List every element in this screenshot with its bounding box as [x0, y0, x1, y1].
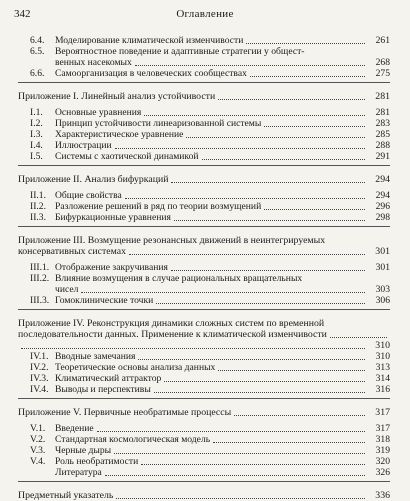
entry-page: 296: [375, 201, 390, 212]
section-divider: [18, 481, 390, 482]
toc-entry: [30, 212, 390, 223]
entry-title: Общие свойства: [55, 190, 122, 201]
entry-number: I.1.: [30, 107, 43, 118]
table-of-contents: [18, 35, 390, 501]
section-divider: [18, 82, 390, 83]
entry-number: V.3.: [30, 445, 46, 456]
section-divider: [18, 226, 390, 227]
entry-number: II.2.: [30, 201, 46, 212]
entry-title: Влияние возмущения в случае рациональных вращательных: [55, 273, 303, 284]
entry-title: Моделирование климатической изменчивости: [55, 35, 244, 46]
entry-title: Отображение закручивания: [55, 262, 168, 273]
entry-title: Теоретические основы анализа данных: [55, 362, 216, 373]
entry-page: 320: [375, 456, 390, 467]
leader-dots: [81, 292, 365, 293]
toc-entry: [30, 456, 390, 467]
toc-section-heading: [18, 318, 390, 351]
entry-number: I.5.: [30, 151, 43, 162]
entry-page: 268: [375, 57, 390, 68]
toc-section-heading: [18, 490, 390, 501]
entry-page: 285: [375, 129, 390, 140]
entry-title: Вероятностное поведение и адаптивные стратегии у общест-: [55, 46, 305, 57]
entry-page: 281: [375, 107, 390, 118]
entry-title: Климатический аттрактор: [55, 373, 162, 384]
entry-page: 316: [375, 384, 390, 395]
entry-title: Вводные замечания: [55, 351, 136, 362]
toc-entry: [30, 445, 390, 456]
section-divider: [18, 398, 390, 399]
leader-dots: [218, 370, 365, 371]
leader-dots: [141, 464, 365, 465]
entry-number: IV.1.: [30, 351, 49, 362]
section-title: Предметный указатель: [18, 490, 114, 501]
entry-title: Бифуркационные уравнения: [55, 212, 171, 223]
leader-dots: [264, 209, 365, 210]
entry-page: 288: [375, 140, 390, 151]
entry-number: I.4.: [30, 140, 43, 151]
toc-entry: [30, 118, 390, 129]
entry-title: Роль необратимости: [55, 456, 139, 467]
leader-dots: [21, 348, 365, 349]
entry-page: 298: [375, 212, 390, 223]
entry-number: IV.3.: [30, 373, 49, 384]
leader-dots: [105, 475, 365, 476]
leader-dots: [154, 392, 365, 393]
toc-entry-continuation: [30, 57, 390, 68]
entry-page: 275: [375, 68, 390, 79]
leader-dots: [164, 381, 365, 382]
toc-section-heading: [18, 235, 390, 257]
page-title: Оглавление: [176, 8, 234, 20]
entry-page: 310: [375, 351, 390, 362]
section-page: 310: [375, 340, 390, 351]
entry-title: Разложение решений в ряд по теории возмущений: [55, 201, 262, 212]
leader-dots: [264, 126, 365, 127]
section-page: 336: [375, 490, 390, 501]
entry-page: 306: [375, 295, 390, 306]
entry-title: Гомоклинические точки: [55, 295, 154, 306]
section-page: 301: [375, 246, 390, 257]
section-title-line2: последовательности данных. Применение к климатической изменчивости: [18, 329, 327, 340]
section-title-line1: Приложение III. Возмущение резонансных движений в неинтегрируемых: [18, 235, 326, 246]
leader-dots: [138, 359, 365, 360]
entry-page: 283: [375, 118, 390, 129]
section-title: Приложение I. Линейный анализ устойчивости: [18, 91, 216, 102]
section-divider: [18, 309, 390, 310]
toc-entry: [30, 273, 390, 284]
entry-number: III.1.: [30, 262, 50, 273]
entry-number: V.1.: [30, 423, 46, 434]
leader-dots: [156, 303, 365, 304]
toc-entry: [30, 373, 390, 384]
toc-entry: [30, 423, 390, 434]
toc-section-heading: [18, 174, 390, 185]
toc-entry: [30, 434, 390, 445]
entry-title: Введение: [55, 423, 94, 434]
entry-title: Литература: [55, 467, 102, 478]
entry-page: 314: [375, 373, 390, 384]
entry-page: 319: [375, 445, 390, 456]
section-page: 294: [375, 174, 390, 185]
toc-entry: [30, 107, 390, 118]
entry-title: Системы с хаотической динамикой: [55, 151, 199, 162]
toc-entry: [30, 35, 390, 46]
toc-section-heading: [18, 407, 390, 418]
entry-title-line2: чисел: [55, 284, 79, 295]
entry-page: 303: [375, 284, 390, 295]
toc-entry: [30, 295, 390, 306]
leader-dots: [116, 498, 365, 499]
section-page: 317: [375, 407, 390, 418]
leader-dots: [97, 431, 365, 432]
section-title: Приложение V. Первичные необратимые процессы: [18, 407, 232, 418]
page-header: [14, 9, 396, 23]
entry-title: Характеристическое уравнение: [55, 129, 184, 140]
toc-entry: [30, 262, 390, 273]
section-title: Приложение II. Анализ бифуркаций: [18, 174, 169, 185]
entry-page: 317: [375, 423, 390, 434]
entry-number: V.4.: [30, 456, 46, 467]
toc-entry: [30, 151, 390, 162]
entry-page: 313: [375, 362, 390, 373]
leader-dots: [144, 115, 365, 116]
entry-page: 291: [375, 151, 390, 162]
entry-number: 6.6.: [30, 68, 45, 79]
toc-entry: [30, 129, 390, 140]
entry-title-line2: венных насекомых: [55, 57, 132, 68]
leader-dots: [213, 442, 365, 443]
toc-entry: [30, 351, 390, 362]
leader-dots: [202, 159, 365, 160]
entry-number: 6.5.: [30, 46, 45, 57]
entry-number: V.2.: [30, 434, 46, 445]
leader-dots: [174, 220, 365, 221]
entry-title: Самоорганизация в человеческих сообществах: [55, 68, 247, 79]
leader-dots: [246, 43, 365, 44]
entry-page: 318: [375, 434, 390, 445]
toc-entry: [30, 68, 390, 79]
entry-number: I.3.: [30, 129, 43, 140]
section-title-line1: Приложение IV. Реконструкция динамики сложных систем по временной: [18, 318, 325, 329]
toc-entry: [30, 384, 390, 395]
leader-dots: [234, 415, 365, 416]
entry-number: IV.2.: [30, 362, 49, 373]
toc-entry: [30, 190, 390, 201]
entry-page: 301: [375, 262, 390, 273]
leader-dots: [171, 270, 365, 271]
entry-number: 6.4.: [30, 35, 45, 46]
leader-dots: [171, 182, 365, 183]
leader-dots: [250, 76, 365, 77]
entry-number: I.2.: [30, 118, 43, 129]
entry-number: IV.4.: [30, 384, 49, 395]
entry-title: Принцип устойчивости линеаризованной системы: [55, 118, 262, 129]
toc-entry: [30, 201, 390, 212]
section-title-line2: консервативных системах: [18, 246, 126, 257]
leader-dots: [135, 65, 365, 66]
toc-entry: [30, 467, 390, 478]
leader-dots: [114, 453, 365, 454]
entry-title: Иллюстрации: [55, 140, 112, 151]
toc-entry: [30, 140, 390, 151]
entry-title: Черные дыры: [55, 445, 112, 456]
leader-dots: [129, 254, 365, 255]
leader-dots: [186, 137, 365, 138]
section-page: 281: [375, 91, 390, 102]
section-divider: [18, 165, 390, 166]
leader-dots: [115, 148, 365, 149]
entry-number: II.1.: [30, 190, 46, 201]
entry-page: 326: [375, 467, 390, 478]
toc-entry: [30, 46, 390, 57]
entry-number: III.3.: [30, 295, 50, 306]
entry-number: III.2.: [30, 273, 50, 284]
entry-page: 261: [375, 35, 390, 46]
toc-section-heading: [18, 91, 390, 102]
entry-title: Выводы и перспективы: [55, 384, 151, 395]
leader-dots: [125, 198, 365, 199]
leader-dots: [330, 337, 387, 338]
entry-page: 294: [375, 190, 390, 201]
leader-dots: [218, 99, 365, 100]
toc-entry: [30, 362, 390, 373]
entry-number: II.3.: [30, 212, 46, 223]
toc-entry-continuation: [30, 284, 390, 295]
entry-title: Стандартная космологическая модель: [55, 434, 211, 445]
entry-title: Основные уравнения: [55, 107, 142, 118]
page-number: 342: [14, 8, 31, 20]
